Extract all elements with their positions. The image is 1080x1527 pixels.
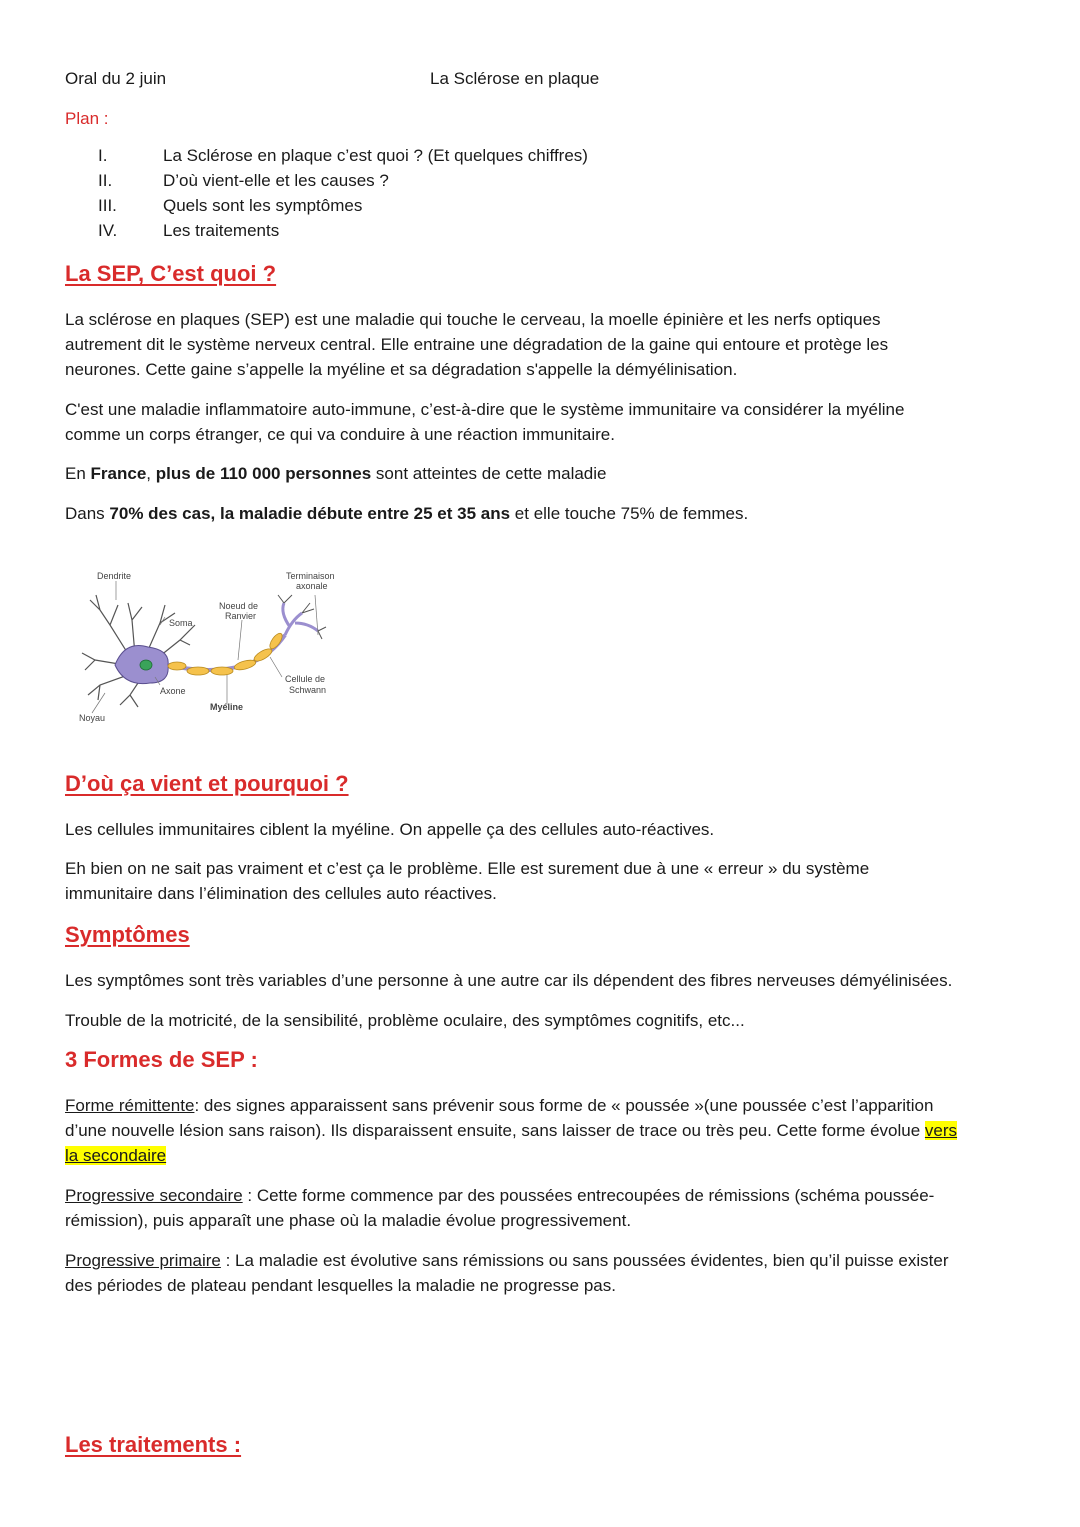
plan-label: Plan :	[65, 109, 109, 128]
label-dendrite: Dendrite	[97, 571, 132, 581]
plan-item-text: La Sclérose en plaque c’est quoi ? (Et quelques chiffres)	[163, 146, 588, 165]
bold-text: plus de 110 000 personnes	[155, 464, 372, 483]
paragraph-form-progressive-primaire	[65, 1248, 1025, 1298]
highlighted-text: vers	[924, 1121, 958, 1140]
paragraph-autoimmune	[65, 397, 1025, 447]
paragraph-form-progressive-secondaire	[65, 1183, 1025, 1233]
text-line: C'est une maladie inflammatoire auto-immune, c’est-à-dire que le système immunitaire va considérer la myéline	[65, 400, 905, 419]
label-noeud-2: Ranvier	[225, 611, 257, 621]
section-heading-treatments: Les traitements :	[65, 1432, 242, 1457]
text-line: autrement dit le système nerveux central. Elle entraine une dégradation de la gaine qui entoure et protège les	[65, 335, 889, 354]
paragraph-cause	[65, 856, 1025, 906]
text-line: La sclérose en plaques (SEP) est une maladie qui touche le cerveau, la moelle épinière et les nerfs optiques	[65, 310, 881, 329]
paragraph-age-stats	[65, 501, 1025, 526]
document-date: Oral du 2 juin	[65, 69, 167, 88]
paragraph-definition	[65, 307, 1025, 382]
plan-item-number: III.	[98, 196, 117, 215]
text-span: : Cette forme commence par des poussées entrecoupées de rémissions (schéma poussée-	[242, 1186, 935, 1205]
paragraph-france-stats	[65, 461, 1025, 486]
text-line: comme un corps étranger, ce qui va conduire à une réaction immunitaire.	[65, 425, 615, 444]
paragraph-symptoms-list: Trouble de la motricité, de la sensibilité, problème oculaire, des symptômes cognitifs, etc...	[65, 1011, 745, 1030]
label-myeline: Myéline	[210, 702, 244, 712]
text-line: neurones. Cette gaine s’appelle la myéline et sa dégradation s'appelle la démyélinisation.	[65, 360, 738, 379]
bold-text: 70% des cas, la maladie débute entre 25 et 35 ans	[109, 504, 511, 523]
paragraph-symptoms-variability: Les symptômes sont très variables d’une personne à une autre car ils dépendent des fibres nerveuses démyélinisées.	[65, 971, 953, 990]
text-span: sont atteintes de cette maladie	[371, 464, 607, 483]
label-terminaison-1: Terminaison	[286, 571, 335, 581]
text-line: immunitaire dans l’élimination des cellules auto réactives.	[65, 884, 497, 903]
section-heading-forms: 3 Formes de SEP :	[65, 1047, 258, 1072]
text-line: Eh bien on ne sait pas vraiment et c’est ça le problème. Elle est surement due à une « erreur » du système	[65, 859, 870, 878]
paragraph-form-remittente	[65, 1093, 1025, 1168]
highlighted-text: la secondaire	[65, 1146, 167, 1165]
bold-text: France	[90, 464, 147, 483]
text-line: des périodes de plateau pendant lesquelles la maladie ne progresse pas.	[65, 1276, 616, 1295]
section-heading-symptoms: Symptômes	[65, 922, 190, 947]
plan-item-text: Les traitements	[163, 221, 280, 240]
neuron-diagram	[70, 565, 360, 735]
form-label-progressive-primaire: Progressive primaire	[65, 1251, 221, 1270]
label-cellule-1: Cellule de	[285, 674, 326, 684]
plan-item-number: IV.	[98, 221, 118, 240]
text-span: En	[65, 464, 91, 483]
section-heading-origin: D’où ça vient et pourquoi ?	[65, 771, 349, 796]
text-span: Dans	[65, 504, 110, 523]
plan-item-text: D’où vient-elle et les causes ?	[163, 171, 389, 190]
label-noeud-1: Noeud de	[219, 601, 259, 611]
text-span: : La maladie est évolutive sans rémissions ou sans poussées évidentes, bien qu’il puisse exister	[220, 1251, 949, 1270]
plan-item-text: Quels sont les symptômes	[163, 196, 363, 215]
text-line: rémission), puis apparaît une phase où la maladie évolue progressivement.	[65, 1211, 632, 1230]
label-cellule-2: Schwann	[289, 685, 327, 695]
paragraph-autoreactive: Les cellules immunitaires ciblent la myéline. On appelle ça des cellules auto-réactives.	[65, 820, 715, 839]
leader-lines	[92, 581, 318, 713]
form-label-remittente: Forme rémittente	[65, 1096, 195, 1115]
section-heading-what-is-sep: La SEP, C’est quoi ?	[65, 261, 277, 286]
form-label-progressive-secondaire: Progressive secondaire	[65, 1186, 243, 1205]
plan-item-number: I.	[98, 146, 108, 165]
plan-item-number: II.	[98, 171, 113, 190]
text-span: : des signes apparaissent sans prévenir sous forme de « poussée »(une poussée c’est l’apparition	[194, 1096, 934, 1115]
text-span: d’une nouvelle lésion sans raison). Ils disparaissent ensuite, sans laisser de trace ou très peu. Cette forme évolue	[65, 1121, 925, 1140]
text-span: et elle touche 75% de femmes.	[510, 504, 749, 523]
document-title: La Sclérose en plaque	[430, 69, 600, 88]
text-span: ,	[146, 464, 156, 483]
label-terminaison-2: axonale	[296, 581, 328, 591]
label-soma: Soma	[169, 618, 193, 628]
label-axone: Axone	[160, 686, 186, 696]
label-noyau: Noyau	[79, 713, 106, 723]
